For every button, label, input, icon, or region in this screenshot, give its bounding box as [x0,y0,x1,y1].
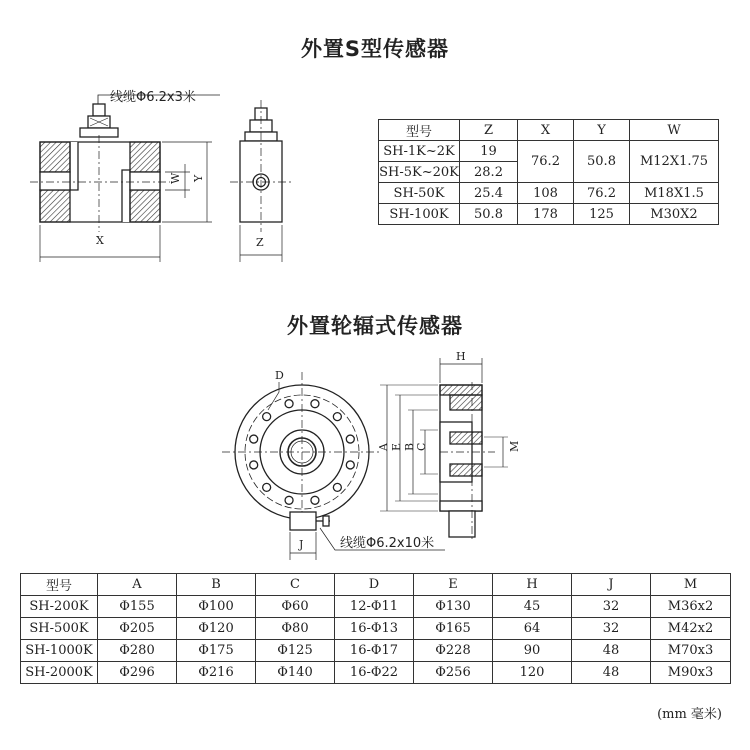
value-cell: Φ120 [177,618,256,640]
unit-note: (mm 毫米) [657,707,722,722]
bolt-hole [346,435,354,443]
value-cell: Φ130 [414,596,493,618]
table-row [21,640,731,662]
header-cell: M [651,574,731,596]
dim-y-label: Y [192,174,205,182]
dim-b-label: B [403,442,416,451]
value-cell: 90 [493,640,572,662]
z-cell: 28.2 [460,162,518,183]
header-cell: B [177,574,256,596]
value-cell: 120 [493,662,572,684]
table-row [379,183,719,204]
x-merged-cell: 76.2 [518,141,574,183]
value-cell: 32 [572,596,651,618]
value-cell: Φ216 [177,662,256,684]
value-cell: Φ80 [256,618,335,640]
dim-d-label: D [275,369,284,382]
value-cell: 16-Φ17 [335,640,414,662]
bolt-hole [263,413,271,421]
value-cell: 45 [493,596,572,618]
bolt-hole [263,483,271,491]
spoke-cable-label: 线缆Φ6.2x10米 [340,536,435,551]
header-cell: 型号 [21,574,98,596]
bolt-hole [311,400,319,408]
y-cell: 125 [574,204,630,225]
header-cell: D [335,574,414,596]
table-row [379,204,719,225]
value-cell: 48 [572,640,651,662]
header-cell: E [414,574,493,596]
value-cell: 64 [493,618,572,640]
value-cell: Φ125 [256,640,335,662]
value-cell: Φ296 [98,662,177,684]
header-cell: A [98,574,177,596]
dim-x-label: X [96,234,104,247]
table-row [21,618,731,640]
dim-h-label: H [456,350,466,363]
bolt-hole [250,435,258,443]
value-cell: 32 [572,618,651,640]
value-cell: M36x2 [651,596,731,618]
value-cell: Φ205 [98,618,177,640]
value-cell: Φ60 [256,596,335,618]
value-cell: M42x2 [651,618,731,640]
model-cell: SH-100K [379,204,460,225]
s-type-title: 外置S型传感器 [300,37,450,61]
value-cell: 48 [572,662,651,684]
w-cell: M18X1.5 [630,183,719,204]
spoke-type-spec-table [20,573,731,684]
value-cell: 16-Φ13 [335,618,414,640]
z-cell: 19 [460,141,518,162]
table-row [21,662,731,684]
dim-z-label: Z [256,236,264,249]
table-header-row [379,120,719,141]
y-cell: 76.2 [574,183,630,204]
value-cell: M90x3 [651,662,731,684]
dim-j-label: J [299,538,304,551]
z-cell: 50.8 [460,204,518,225]
model-cell: SH-200K [21,596,98,618]
s-cable-label: 线缆Φ6.2x3米 [110,90,196,105]
value-cell: M70x3 [651,640,731,662]
header-cell: H [493,574,572,596]
x-cell: 108 [518,183,574,204]
value-cell: Φ100 [177,596,256,618]
value-cell: Φ165 [414,618,493,640]
bolt-hole [250,461,258,469]
header-cell: 型号 [379,120,460,141]
model-cell: SH-1000K [21,640,98,662]
header-cell: Y [574,120,630,141]
dim-e-label: E [390,442,403,451]
value-cell: Φ256 [414,662,493,684]
bolt-hole [285,496,293,504]
value-cell: Φ175 [177,640,256,662]
bolt-hole [333,483,341,491]
dim-m-label: M [508,440,521,452]
value-cell: Φ228 [414,640,493,662]
header-cell: J [572,574,651,596]
header-cell: X [518,120,574,141]
value-cell: 12-Φ11 [335,596,414,618]
table-row [21,596,731,618]
model-cell: SH-1K~2K [379,141,460,162]
spoke-type-title: 外置轮辐式传感器 [287,314,463,338]
value-cell: Φ155 [98,596,177,618]
z-cell: 25.4 [460,183,518,204]
bolt-hole [333,413,341,421]
w-merged-cell: M12X1.75 [630,141,719,183]
y-merged-cell: 50.8 [574,141,630,183]
model-cell: SH-500K [21,618,98,640]
header-cell: Z [460,120,518,141]
dim-w-label: W [169,172,182,184]
s-type-spec-table [378,119,719,225]
header-cell: W [630,120,719,141]
dim-a-label: A [377,443,390,451]
value-cell: Φ140 [256,662,335,684]
model-cell: SH-5K~20K [379,162,460,183]
table-header-row [21,574,731,596]
bolt-hole [311,496,319,504]
value-cell: 16-Φ22 [335,662,414,684]
table-row [379,141,719,162]
bolt-hole [285,400,293,408]
value-cell: Φ280 [98,640,177,662]
header-cell: C [256,574,335,596]
bolt-hole [346,461,354,469]
model-cell: SH-50K [379,183,460,204]
w-cell: M30X2 [630,204,719,225]
dim-c-label: C [415,442,428,451]
model-cell: SH-2000K [21,662,98,684]
x-cell: 178 [518,204,574,225]
